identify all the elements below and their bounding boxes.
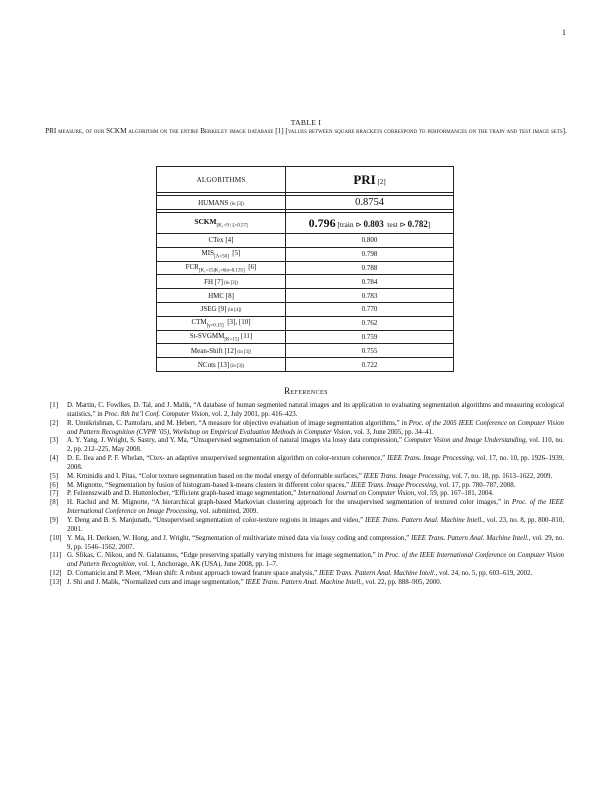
caption-part2: algorithm on the entire Berkeley image database [1] [values between square brackets correspond to performances on the train and test image sets]. (126, 127, 567, 136)
header-pri: PRI (353, 171, 376, 187)
reference-details: , vol. 17, pp. 780–787, 2008. (435, 481, 516, 489)
reference-text: D. E. Ilea and P. F. Whelan, “Ctex- an adaptive unsupervised segmentation algorithm on color-texture coherence,” (67, 455, 388, 463)
algorithm-value: 0.770 (361, 305, 378, 314)
table-row (157, 330, 454, 344)
reference-item (50, 579, 564, 588)
algorithm-name: HMC (208, 291, 225, 300)
algorithm-value: 0.784 (361, 277, 378, 286)
table-row (157, 275, 454, 289)
algorithm-rows (157, 234, 454, 372)
algorithm-ref: [4] (223, 236, 234, 245)
algorithm-value-cell (286, 302, 454, 316)
algorithm-note: (in [3]) (236, 349, 252, 355)
header-pri-ref: [2] (377, 177, 386, 186)
reference-item (50, 535, 564, 553)
reference-number: [2] (50, 419, 59, 427)
algorithm-ref: [8] (224, 291, 234, 300)
page-number: 1 (562, 28, 566, 37)
reference-item (50, 490, 564, 499)
caption-pri: PRI (45, 127, 57, 136)
algorithm-value: 0.762 (361, 319, 378, 328)
table-header-row (157, 167, 454, 193)
reference-venue: International Journal on Computer Vision (297, 490, 415, 498)
sckm-name-cell (157, 213, 286, 234)
algorithm-value-cell (286, 234, 454, 248)
table-label: TABLE I (290, 118, 322, 127)
algorithm-params: [K=15] (224, 337, 240, 343)
sckm-row (157, 213, 454, 234)
reference-details: , vol. 110, no. 2, pp. 212–225, May 2008. (67, 437, 564, 454)
sckm-value: 0.796 (308, 215, 336, 230)
humans-name: HUMANS (198, 198, 229, 207)
algorithm-value-cell (286, 330, 454, 344)
reference-item (50, 499, 564, 517)
reference-details: , vol. 59, pp. 167–181, 2004. (414, 490, 494, 498)
reference-details: , vol. 22, pp. 888–905, 2000. (361, 578, 442, 586)
humans-value: 0.8754 (355, 197, 384, 208)
reference-item (50, 402, 564, 420)
humans-note: (in [3]) (230, 201, 244, 207)
sckm-train-value: 0.803 (363, 218, 384, 229)
algorithm-ref: [5] (228, 249, 241, 257)
reference-venue: Computer Vision and Image Understanding (403, 437, 526, 445)
reference-text: P. Felzenszwalb and D. Huttenlocher, “Efficient graph-based image segmentation,” (67, 490, 298, 498)
reference-venue: Proc. of the 2005 IEEE Conference on Computer Vision and Pattern Recognition (CVPR ’05), Workshop on Empirical Evaluation Methods in Computer Vision (67, 419, 564, 436)
table-row (157, 289, 454, 303)
algorithm-name-cell (157, 358, 286, 372)
reference-venue: IEEE Trans. Image Processing (387, 455, 473, 463)
reference-text: M. Krninidis and I. Pitas, “Color texture segmentation based on the modal energy of deformable surfaces,” (67, 472, 364, 480)
algorithm-ref: [7] (213, 277, 223, 286)
caption-part1: measure, of our (56, 127, 107, 136)
reference-text: Y. Deng and B. S. Manjunath, “Unsupervised segmentation of color-texture regions in images and video,” (67, 516, 366, 524)
reference-details: , vol. 1, Anchorage, AK (USA), June 2008, pp. 1–7. (134, 561, 278, 569)
algorithm-note: (in [4]) (226, 308, 242, 314)
algorithm-params: [K₁=15|K₂=6|α=0.135] (198, 268, 245, 274)
reference-details: , vol. submitted, 2009. (196, 508, 259, 516)
reference-item (50, 420, 564, 438)
reference-venue: IEEE Trans. Pattern Anal. Machine Intell. (245, 578, 362, 586)
algorithm-value: 0.800 (361, 236, 378, 245)
algorithm-value-cell (286, 247, 454, 261)
sckm-close: ] (427, 219, 431, 229)
reference-number: [10] (50, 534, 62, 542)
table-row (157, 234, 454, 248)
reference-venue: IEEE Trans. Image Processing (350, 481, 436, 489)
reference-venue: IEEE Trans. Pattern Anal. Machine Intell. (411, 534, 529, 542)
reference-details: , vol. 29, no. 9, pp. 1546–1562, 2007. (67, 534, 564, 551)
results-table (156, 166, 454, 372)
references-list (50, 402, 564, 588)
reference-item (50, 473, 564, 482)
algorithm-value: 0.783 (361, 291, 378, 300)
algorithm-value: 0.722 (361, 360, 378, 369)
algorithm-ref: [13] (215, 360, 230, 369)
header-algorithms: ALGORITHMS (196, 175, 246, 184)
algorithm-name-cell (157, 261, 286, 275)
algorithm-value-cell (286, 344, 454, 358)
humans-row (157, 196, 454, 210)
algorithm-value: 0.755 (361, 346, 378, 355)
algorithm-value: 0.788 (361, 263, 378, 272)
algorithm-name-cell (157, 247, 286, 261)
algorithm-value-cell (286, 261, 454, 275)
algorithm-ref: [3], [10] (223, 317, 251, 326)
reference-number: [4] (50, 455, 59, 463)
reference-details: , vol. 3, June 2005, pp. 34–41. (350, 428, 434, 436)
reference-item (50, 517, 564, 535)
algorithm-name: Mean-Shift (190, 346, 223, 355)
reference-venue: IEEE Trans. Pattern Anal. Machine Intell. (318, 570, 436, 578)
reference-item (50, 437, 564, 455)
algorithm-ref: [9] (216, 305, 227, 314)
algorithm-value: 0.798 (361, 250, 378, 259)
algorithm-ref: [11] (239, 331, 253, 340)
reference-text: J. Shi and J. Malik, “Normalized cuts and image segmentation,” (67, 578, 246, 586)
table-row (157, 247, 454, 261)
algorithm-name: FH (204, 277, 214, 286)
algorithm-params: [Λ=50] (214, 254, 229, 260)
reference-venue: Proc. 8th Int’l Conf. Computer Vision (104, 410, 209, 418)
algorithm-name: MIS (201, 249, 214, 257)
humans-value-cell (286, 196, 454, 210)
algorithm-value-cell (286, 358, 454, 372)
reference-venue: Proc. of the IEEE International Conference on Image Processing (67, 499, 564, 516)
algorithm-name-cell (157, 316, 286, 330)
algorithm-note: (in [3]) (229, 363, 245, 369)
caption-text (40, 127, 572, 136)
algorithm-value-cell (286, 275, 454, 289)
sckm-name-text: SCKM (194, 217, 217, 227)
reference-text: A. Y. Yang, J. Wright, S. Sastry, and Y. Ma, “Unsupervised segmentation of natural images via lossy data compression,” (67, 437, 404, 445)
reference-venue: IEEE Trans. Image Processing (363, 472, 449, 480)
reference-number: [6] (50, 481, 59, 489)
reference-number: [12] (50, 570, 62, 578)
reference-details: , vol. 17, no. 10, pp. 1926–1939, 2008. (67, 455, 564, 471)
reference-text: D. Martin, C. Fowlkes, D. Tal, and J. Malik, “A database of human segmented natural images and its application to evaluating segmentation algorithms and measuring ecological statistics,” in (67, 402, 564, 418)
algorithm-name-cell (157, 344, 286, 358)
reference-number: [8] (50, 499, 59, 507)
algorithm-name: JSEG (200, 305, 217, 314)
caption-sckm: SCKM (106, 127, 127, 136)
humans-name-cell (157, 196, 286, 210)
reference-item (50, 482, 564, 491)
reference-number: [3] (50, 437, 59, 445)
reference-text: R. Unnikrishnan, C. Pantofaru, and M. Hebert, “A measure for objective evaluation of image segmentation algorithms,” in (67, 419, 409, 427)
reference-number: [1] (50, 402, 59, 409)
algorithm-name: CTM (191, 317, 207, 326)
algorithm-name-cell (157, 234, 286, 248)
table-row (157, 358, 454, 372)
reference-number: [9] (50, 516, 59, 524)
algorithm-value-cell (286, 316, 454, 330)
table-caption (40, 118, 572, 137)
algorithm-value: 0.759 (361, 332, 378, 341)
reference-text: G. Sfikas, C. Nikou, and N. Galatsanos, “Edge preserving spatially varying mixtures for image segmentation,” in (67, 552, 386, 560)
algorithm-name-cell (157, 330, 286, 344)
reference-venue: IEEE Trans. Pattern Anal. Machine Intell. (365, 516, 483, 524)
reference-text: Y. Ma, H. Derksen, W. Hong, and J. Wright, “Segmentation of multivariate mixed data via lossy coding and compression,” (67, 534, 412, 542)
reference-details: , vol. 2, July 2001, pp. 416–423. (208, 410, 298, 418)
reference-item (50, 455, 564, 473)
reference-number: [7] (50, 490, 59, 498)
algorithm-value-cell (286, 289, 454, 303)
reference-details: , vol. 24, no. 5, pp. 603–619, 2002. (435, 570, 533, 578)
reference-number: [13] (50, 578, 62, 586)
reference-details: , vol. 23, no. 8, pp. 800–810, 2001. (67, 516, 564, 533)
reference-text: M. Mignotte, “Segmentation by fusion of histogram-based k-means clusters in different color spaces,” (67, 481, 351, 489)
reference-number: [5] (50, 472, 59, 480)
sckm-train-label: [train ⊳ (337, 219, 362, 229)
algorithm-params: [γ=0.15] (206, 323, 224, 329)
algorithm-name: St-SVGMM (189, 331, 225, 340)
algorithm-name: NCuts (197, 360, 216, 369)
reference-venue: Proc. of the IEEE International Conference on Computer Vision and Pattern Recognition (67, 552, 564, 569)
references-heading: References (284, 386, 328, 396)
algorithm-ref: [6] (244, 262, 257, 271)
reference-text: H. Rachid and M. Mignotte, “A hierarchical graph-based Markovian clustering approach for the unsupervised segmentation of textured color images,” in (67, 499, 513, 507)
header-algorithms-cell (157, 167, 286, 193)
reference-text: D. Comaniciu and P. Meer, “Mean shift: A robust approach toward feature space analysis,” (67, 570, 319, 578)
table-row (157, 261, 454, 275)
table-row (157, 316, 454, 330)
algorithm-name: CTex (208, 236, 224, 245)
reference-item (50, 570, 564, 579)
algorithm-name-cell (157, 302, 286, 316)
algorithm-name: FCR (185, 262, 199, 271)
sckm-params: [K₁=9 | ζ=0.57] (216, 223, 248, 229)
table-row (157, 302, 454, 316)
sckm-test-value: 0.782 (407, 218, 428, 229)
reference-item (50, 552, 564, 570)
reference-details: , vol. 7, no. 18, pp. 1613–1622, 2009. (448, 472, 553, 480)
algorithm-note: (in [3]) (222, 280, 238, 286)
sckm-test-label: test ⊳ (387, 219, 406, 229)
algorithm-name-cell (157, 289, 286, 303)
sckm-value-cell (286, 213, 454, 234)
table-row (157, 344, 454, 358)
algorithm-ref: [12] (222, 346, 237, 355)
header-pri-cell (286, 167, 454, 193)
algorithm-name-cell (157, 275, 286, 289)
reference-number: [11] (50, 552, 62, 560)
